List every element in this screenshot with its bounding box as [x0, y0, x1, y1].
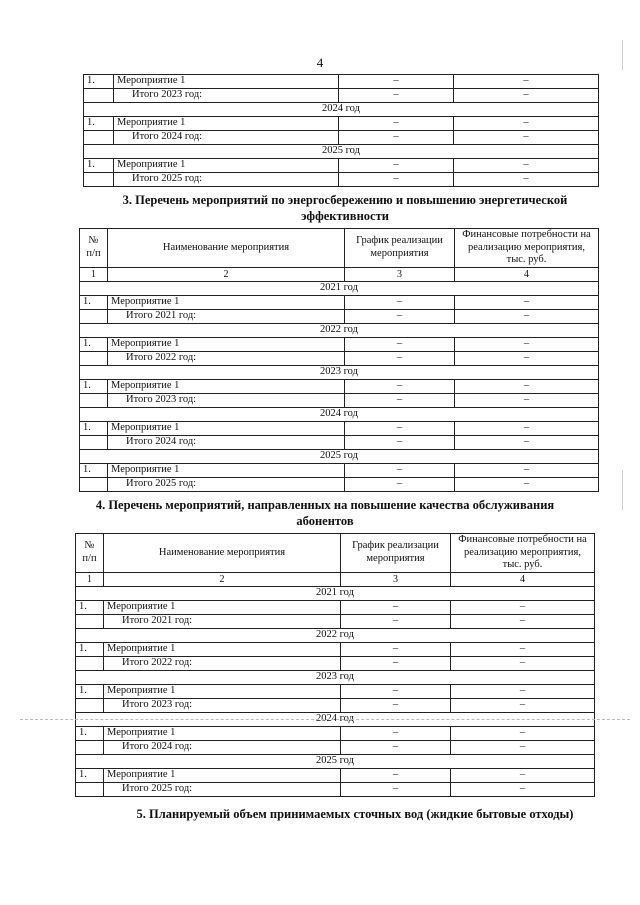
table-total-row [80, 351, 599, 365]
row-schedule: – [339, 89, 454, 103]
table-year-row [80, 281, 599, 295]
row-schedule: – [345, 337, 455, 351]
row-num-empty [84, 131, 114, 145]
row-num: 1. [80, 463, 108, 477]
row-num-empty [80, 309, 108, 323]
table-year-row [84, 145, 599, 159]
table-row [80, 421, 599, 435]
row-finance: – [455, 435, 599, 449]
section-4-title: 4. Перечень мероприятий, направленных на повышение качества обслуживания абонентов [95, 498, 555, 528]
table-total-row [80, 393, 599, 407]
row-finance: – [451, 600, 595, 614]
row-finance: – [454, 117, 599, 131]
table-year-row [76, 670, 595, 684]
table-top-body [84, 75, 599, 187]
row-total-label: Итого 2024 год: [114, 131, 339, 145]
index-3: 3 [341, 572, 451, 586]
row-finance: – [455, 351, 599, 365]
row-finance: – [451, 698, 595, 712]
row-finance: – [454, 131, 599, 145]
row-num-empty [80, 435, 108, 449]
row-name: Мероприятие 1 [108, 421, 345, 435]
header-num: № п/п [76, 534, 104, 573]
row-schedule: – [339, 117, 454, 131]
row-total-label: Итого 2023 год: [104, 698, 341, 712]
row-finance: – [454, 75, 599, 89]
row-schedule: – [341, 768, 451, 782]
row-total-label: Итого 2022 год: [108, 351, 345, 365]
index-2: 2 [104, 572, 341, 586]
row-finance: – [454, 159, 599, 173]
row-finance: – [455, 477, 599, 491]
table-year-row [84, 103, 599, 117]
year-label: 2024 год [76, 712, 595, 726]
row-schedule: – [345, 463, 455, 477]
row-finance: – [451, 782, 595, 796]
table-year-row [76, 754, 595, 768]
row-num: 1. [76, 726, 104, 740]
row-finance: – [455, 393, 599, 407]
row-schedule: – [345, 309, 455, 323]
table-total-row [76, 614, 595, 628]
row-name: Мероприятие 1 [114, 159, 339, 173]
header-num: № п/п [80, 229, 108, 268]
row-name: Мероприятие 1 [108, 379, 345, 393]
table-section-4 [75, 533, 595, 797]
row-finance: – [455, 379, 599, 393]
row-name: Мероприятие 1 [108, 463, 345, 477]
row-num: 1. [80, 379, 108, 393]
table-year-row [76, 586, 595, 600]
table-total-row [76, 782, 595, 796]
index-1: 1 [76, 572, 104, 586]
table-row [80, 463, 599, 477]
row-schedule: – [339, 75, 454, 89]
table-total-row [80, 435, 599, 449]
scan-edge-mark [622, 470, 623, 510]
row-num-empty [80, 351, 108, 365]
year-label: 2025 год [76, 754, 595, 768]
row-schedule: – [339, 131, 454, 145]
row-num: 1. [84, 159, 114, 173]
row-num: 1. [84, 75, 114, 89]
row-num: 1. [76, 600, 104, 614]
row-total-label: Итого 2025 год: [104, 782, 341, 796]
row-finance: – [451, 740, 595, 754]
row-name: Мероприятие 1 [114, 75, 339, 89]
row-schedule: – [345, 295, 455, 309]
row-finance: – [454, 173, 599, 187]
row-finance: – [455, 295, 599, 309]
row-schedule: – [341, 782, 451, 796]
year-label: 2024 год [80, 407, 599, 421]
row-num-empty [84, 89, 114, 103]
row-schedule: – [341, 656, 451, 670]
row-num: 1. [76, 684, 104, 698]
header-schedule: График реализации мероприятия [341, 534, 451, 573]
row-schedule: – [339, 159, 454, 173]
row-num-empty [76, 656, 104, 670]
row-schedule: – [345, 421, 455, 435]
index-4: 4 [455, 267, 599, 281]
year-label: 2021 год [80, 281, 599, 295]
table-year-row [80, 407, 599, 421]
row-name: Мероприятие 1 [104, 726, 341, 740]
year-label: 2023 год [80, 365, 599, 379]
row-total-label: Итого 2025 год: [114, 173, 339, 187]
row-name: Мероприятие 1 [108, 337, 345, 351]
row-num: 1. [80, 337, 108, 351]
scan-artifact-line [20, 719, 630, 720]
row-name: Мероприятие 1 [104, 684, 341, 698]
row-num-empty [76, 614, 104, 628]
row-num-empty [76, 740, 104, 754]
row-num-empty [76, 698, 104, 712]
index-2: 2 [108, 267, 345, 281]
table-top-continued [83, 74, 599, 187]
header-finance: Финансовые потребности на реализацию мероприятия, тыс. руб. [455, 229, 599, 268]
row-schedule: – [341, 642, 451, 656]
header-schedule: График реализации мероприятия [345, 229, 455, 268]
row-total-label: Итого 2024 год: [104, 740, 341, 754]
row-total-label: Итого 2024 год: [108, 435, 345, 449]
row-total-label: Итого 2021 год: [104, 614, 341, 628]
year-label: 2025 год [84, 145, 599, 159]
table-row [84, 75, 599, 89]
table-year-row [80, 449, 599, 463]
row-name: Мероприятие 1 [108, 295, 345, 309]
row-total-label: Итого 2023 год: [108, 393, 345, 407]
row-finance: – [451, 614, 595, 628]
row-finance: – [454, 89, 599, 103]
row-num: 1. [80, 295, 108, 309]
section-5-title: 5. Планируемый объем принимаемых сточных вод (жидкие бытовые отходы) [136, 807, 574, 821]
row-finance: – [451, 768, 595, 782]
year-label: 2023 год [76, 670, 595, 684]
header-name: Наименование мероприятия [104, 534, 341, 573]
table-row [76, 642, 595, 656]
header-name: Наименование мероприятия [108, 229, 345, 268]
row-num: 1. [84, 117, 114, 131]
row-finance: – [455, 463, 599, 477]
year-label: 2025 год [80, 449, 599, 463]
table-row [84, 117, 599, 131]
table-row [76, 768, 595, 782]
year-label: 2021 год [76, 586, 595, 600]
row-finance: – [455, 421, 599, 435]
row-total-label: Итого 2021 год: [108, 309, 345, 323]
row-schedule: – [345, 435, 455, 449]
table-year-row [76, 628, 595, 642]
row-schedule: – [341, 740, 451, 754]
row-schedule: – [341, 726, 451, 740]
page-number: 4 [316, 55, 324, 70]
row-name: Мероприятие 1 [104, 768, 341, 782]
table-total-row [84, 131, 599, 145]
table-row [76, 726, 595, 740]
table-row [76, 684, 595, 698]
index-4: 4 [451, 572, 595, 586]
table-year-row [80, 365, 599, 379]
table-total-row [76, 656, 595, 670]
row-num-empty [76, 782, 104, 796]
row-num: 1. [76, 768, 104, 782]
row-finance: – [455, 337, 599, 351]
row-num-empty [80, 393, 108, 407]
row-schedule: – [341, 684, 451, 698]
index-1: 1 [80, 267, 108, 281]
row-finance: – [451, 726, 595, 740]
section-3-title: 3. Перечень мероприятий по энергосбережению и повышению энергетической эффективности [122, 193, 568, 223]
row-schedule: – [341, 698, 451, 712]
index-3: 3 [345, 267, 455, 281]
table-section-3-body [80, 281, 599, 491]
table-total-row [84, 89, 599, 103]
row-finance: – [455, 309, 599, 323]
scan-edge-mark [622, 40, 623, 70]
table-row [80, 337, 599, 351]
table-section-4-body [76, 586, 595, 796]
table-row [80, 379, 599, 393]
year-label: 2024 год [84, 103, 599, 117]
row-name: Мероприятие 1 [104, 642, 341, 656]
row-total-label: Итого 2022 год: [104, 656, 341, 670]
row-schedule: – [341, 614, 451, 628]
row-name: Мероприятие 1 [104, 600, 341, 614]
row-name: Мероприятие 1 [114, 117, 339, 131]
row-schedule: – [341, 600, 451, 614]
row-finance: – [451, 684, 595, 698]
table-row [76, 600, 595, 614]
row-num-empty [80, 477, 108, 491]
table-row [84, 159, 599, 173]
year-label: 2022 год [80, 323, 599, 337]
table-section-3 [79, 228, 599, 492]
row-schedule: – [339, 173, 454, 187]
row-num-empty [84, 173, 114, 187]
table-total-row [76, 740, 595, 754]
row-total-label: Итого 2023 год: [114, 89, 339, 103]
row-schedule: – [345, 351, 455, 365]
table-total-row [80, 477, 599, 491]
row-total-label: Итого 2025 год: [108, 477, 345, 491]
row-schedule: – [345, 379, 455, 393]
header-finance: Финансовые потребности на реализацию мероприятия, тыс. руб. [451, 534, 595, 573]
row-finance: – [451, 642, 595, 656]
year-label: 2022 год [76, 628, 595, 642]
row-schedule: – [345, 477, 455, 491]
row-finance: – [451, 656, 595, 670]
row-schedule: – [345, 393, 455, 407]
row-num: 1. [76, 642, 104, 656]
table-total-row [76, 698, 595, 712]
row-num: 1. [80, 421, 108, 435]
table-total-row [84, 173, 599, 187]
table-total-row [80, 309, 599, 323]
table-row [80, 295, 599, 309]
table-year-row [80, 323, 599, 337]
